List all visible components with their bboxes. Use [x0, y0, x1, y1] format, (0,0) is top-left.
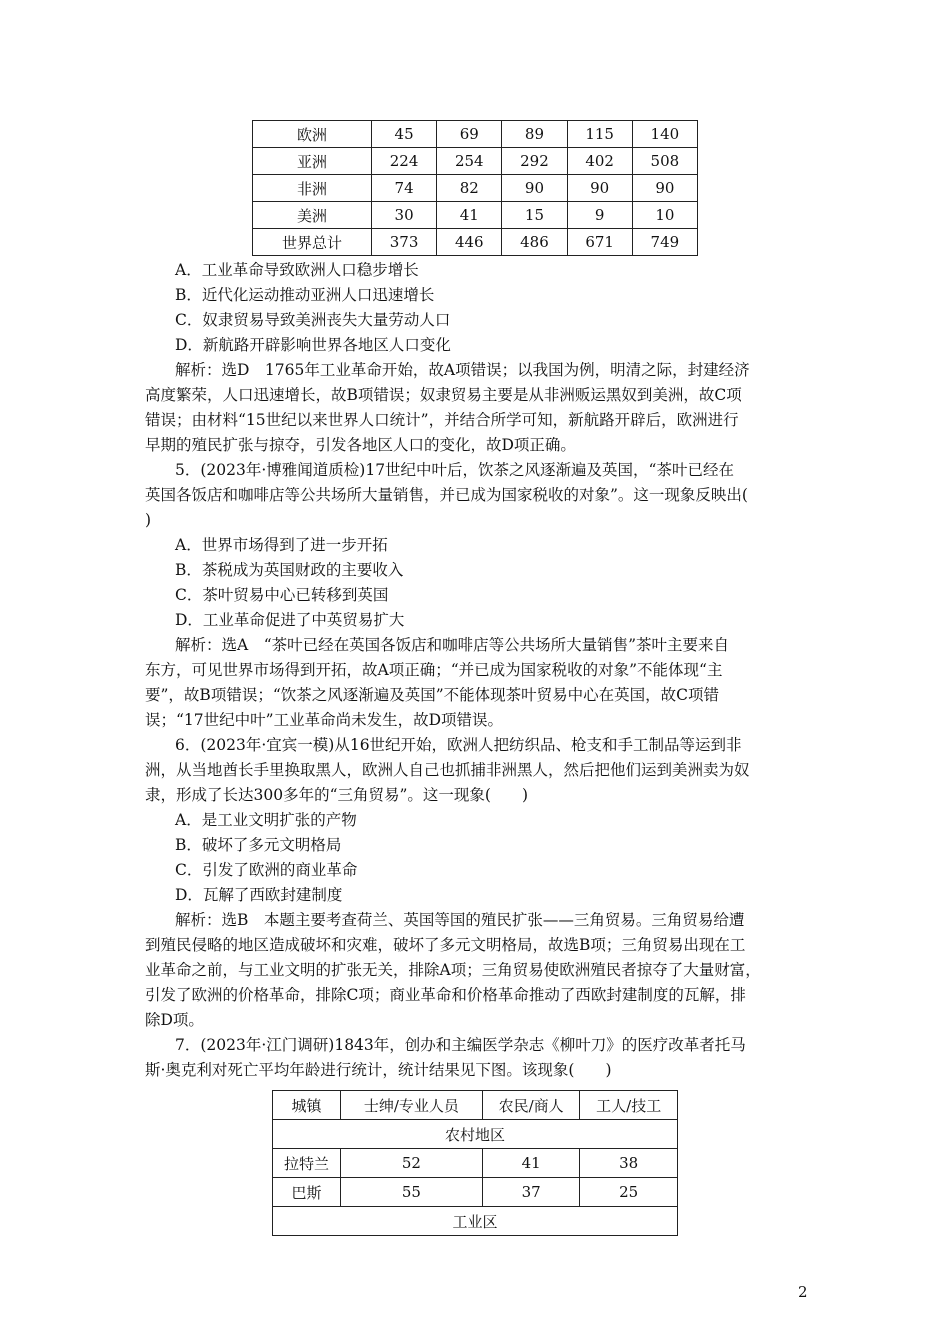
analysis-line: 错误；由材料“15世纪以来世界人口统计”，并结合所学可知，新航路开辟后，欧洲进行 [145, 411, 739, 429]
value-cell: 15 [502, 202, 567, 229]
town-cell: 拉特兰 [273, 1149, 341, 1178]
option-d: D．新航路开辟影响世界各地区人口变化 [175, 336, 451, 354]
value-cell: 90 [502, 175, 567, 202]
question-stem: 6．(2023年·宜宾一模)从16世纪开始，欧洲人把纺织品、枪支和手工制品等运到非 [175, 736, 742, 754]
value-cell: 30 [372, 202, 437, 229]
value-cell: 45 [372, 121, 437, 148]
question-stem: 隶，形成了长达300多年的“三角贸易”。这一现象( ) [145, 786, 529, 804]
value-cell: 402 [567, 148, 632, 175]
question-stem: 斯·奥克利对死亡平均年龄进行统计，统计结果见下图。该现象( ) [145, 1061, 612, 1079]
value-cell: 74 [372, 175, 437, 202]
column-header: 城镇 [273, 1091, 341, 1120]
value-cell: 41 [482, 1149, 580, 1178]
option-d: D．瓦解了西欧封建制度 [175, 886, 343, 904]
analysis-line: 高度繁荣，人口迅速增长，故B项错误；奴隶贸易主要是从非洲贩运黑奴到美洲，故C项 [145, 386, 742, 404]
option-b: B．茶税成为英国财政的主要收入 [175, 561, 404, 579]
table-row [253, 148, 698, 175]
analysis-line: 早期的殖民扩张与掠夺，引发各地区人口的变化，故D项正确。 [145, 436, 576, 454]
value-cell: 69 [437, 121, 502, 148]
value-cell: 254 [437, 148, 502, 175]
table-row [253, 121, 698, 148]
column-header: 农民/商人 [482, 1091, 580, 1120]
analysis-line: 解析：选A “茶叶已经在英国各饭店和咖啡店等公共场所大量销售”茶叶主要来自 [175, 636, 730, 654]
value-cell: 749 [632, 229, 697, 256]
region-cell: 亚洲 [253, 148, 372, 175]
death-age-table [272, 1090, 678, 1236]
section-label-rural: 农村地区 [273, 1120, 678, 1149]
analysis-line: 误；“17世纪中叶”工业革命尚未发生，故D项错误。 [145, 711, 504, 729]
option-b: B．破坏了多元文明格局 [175, 836, 342, 854]
population-table [252, 120, 698, 256]
value-cell: 373 [372, 229, 437, 256]
column-header: 工人/技工 [580, 1091, 678, 1120]
value-cell: 486 [502, 229, 567, 256]
value-cell: 90 [567, 175, 632, 202]
value-cell: 25 [580, 1178, 678, 1207]
table-row [273, 1149, 678, 1178]
value-cell: 671 [567, 229, 632, 256]
value-cell: 9 [567, 202, 632, 229]
option-c: C．奴隶贸易导致美洲丧失大量劳动人口 [175, 311, 451, 329]
value-cell: 224 [372, 148, 437, 175]
table-row [253, 229, 698, 256]
option-b: B．近代化运动推动亚洲人口迅速增长 [175, 286, 435, 304]
value-cell: 90 [632, 175, 697, 202]
question-stem: 7．(2023年·江门调研)1843年，创办和主编医学杂志《柳叶刀》的医疗改革者托马 [175, 1036, 746, 1054]
value-cell: 446 [437, 229, 502, 256]
column-header: 士绅/专业人员 [340, 1091, 482, 1120]
analysis-line: 引发了欧洲的价格革命，排除C项；商业革命和价格革命推动了西欧封建制度的瓦解，排 [145, 986, 746, 1004]
value-cell: 38 [580, 1149, 678, 1178]
option-c: C．引发了欧洲的商业革命 [175, 861, 358, 879]
page-number: 2 [798, 1283, 808, 1301]
question-stem: ) [145, 511, 152, 529]
section-label-industrial: 工业区 [273, 1207, 678, 1236]
value-cell: 10 [632, 202, 697, 229]
option-a: A．世界市场得到了进一步开拓 [175, 536, 388, 554]
analysis-line: 解析：选D 1765年工业革命开始，故A项错误；以我国为例，明清之际，封建经济 [175, 361, 750, 379]
value-cell: 52 [340, 1149, 482, 1178]
option-a: A．是工业文明扩张的产物 [175, 811, 357, 829]
table-row [253, 175, 698, 202]
question-stem: 洲，从当地酋长手里换取黑人，欧洲人自己也抓捕非洲黑人，然后把他们运到美洲卖为奴 [145, 761, 750, 779]
value-cell: 140 [632, 121, 697, 148]
value-cell: 37 [482, 1178, 580, 1207]
question-stem: 英国各饭店和咖啡店等公共场所大量销售，并已成为国家税收的对象”。这一现象反映出( [145, 486, 748, 504]
section-row [273, 1207, 678, 1236]
value-cell: 41 [437, 202, 502, 229]
option-c: C．茶叶贸易中心已转移到英国 [175, 586, 389, 604]
table-row [273, 1178, 678, 1207]
value-cell: 82 [437, 175, 502, 202]
analysis-line: 到殖民侵略的地区造成破坏和灾难，破坏了多元文明格局，故选B项；三角贸易出现在工 [145, 936, 746, 954]
region-cell: 欧洲 [253, 121, 372, 148]
value-cell: 292 [502, 148, 567, 175]
table-row [253, 202, 698, 229]
section-row [273, 1120, 678, 1149]
table-header-row [273, 1091, 678, 1120]
region-cell: 世界总计 [253, 229, 372, 256]
question-stem: 5．(2023年·博雅闻道质检)17世纪中叶后，饮茶之风逐渐遍及英国，“茶叶已经在 [175, 461, 734, 479]
analysis-line: 业革命之前，与工业文明的扩张无关，排除A项；三角贸易使欧洲殖民者掠夺了大量财富， [145, 961, 761, 979]
analysis-line: 解析：选B 本题主要考查荷兰、英国等国的殖民扩张——三角贸易。三角贸易给遭 [175, 911, 745, 929]
town-cell: 巴斯 [273, 1178, 341, 1207]
option-d: D．工业革命促进了中英贸易扩大 [175, 611, 405, 629]
region-cell: 美洲 [253, 202, 372, 229]
analysis-line: 东方，可见世界市场得到开拓，故A项正确；“并已成为国家税收的对象”不能体现“主 [145, 661, 723, 679]
analysis-line: 除D项。 [145, 1011, 204, 1029]
value-cell: 508 [632, 148, 697, 175]
value-cell: 115 [567, 121, 632, 148]
value-cell: 55 [340, 1178, 482, 1207]
question-4-block [145, 258, 805, 1083]
value-cell: 89 [502, 121, 567, 148]
option-a: A．工业革命导致欧洲人口稳步增长 [175, 261, 419, 279]
region-cell: 非洲 [253, 175, 372, 202]
analysis-line: 要”，故B项错误；“饮茶之风逐渐遍及英国”不能体现茶叶贸易中心在英国，故C项错 [145, 686, 720, 704]
